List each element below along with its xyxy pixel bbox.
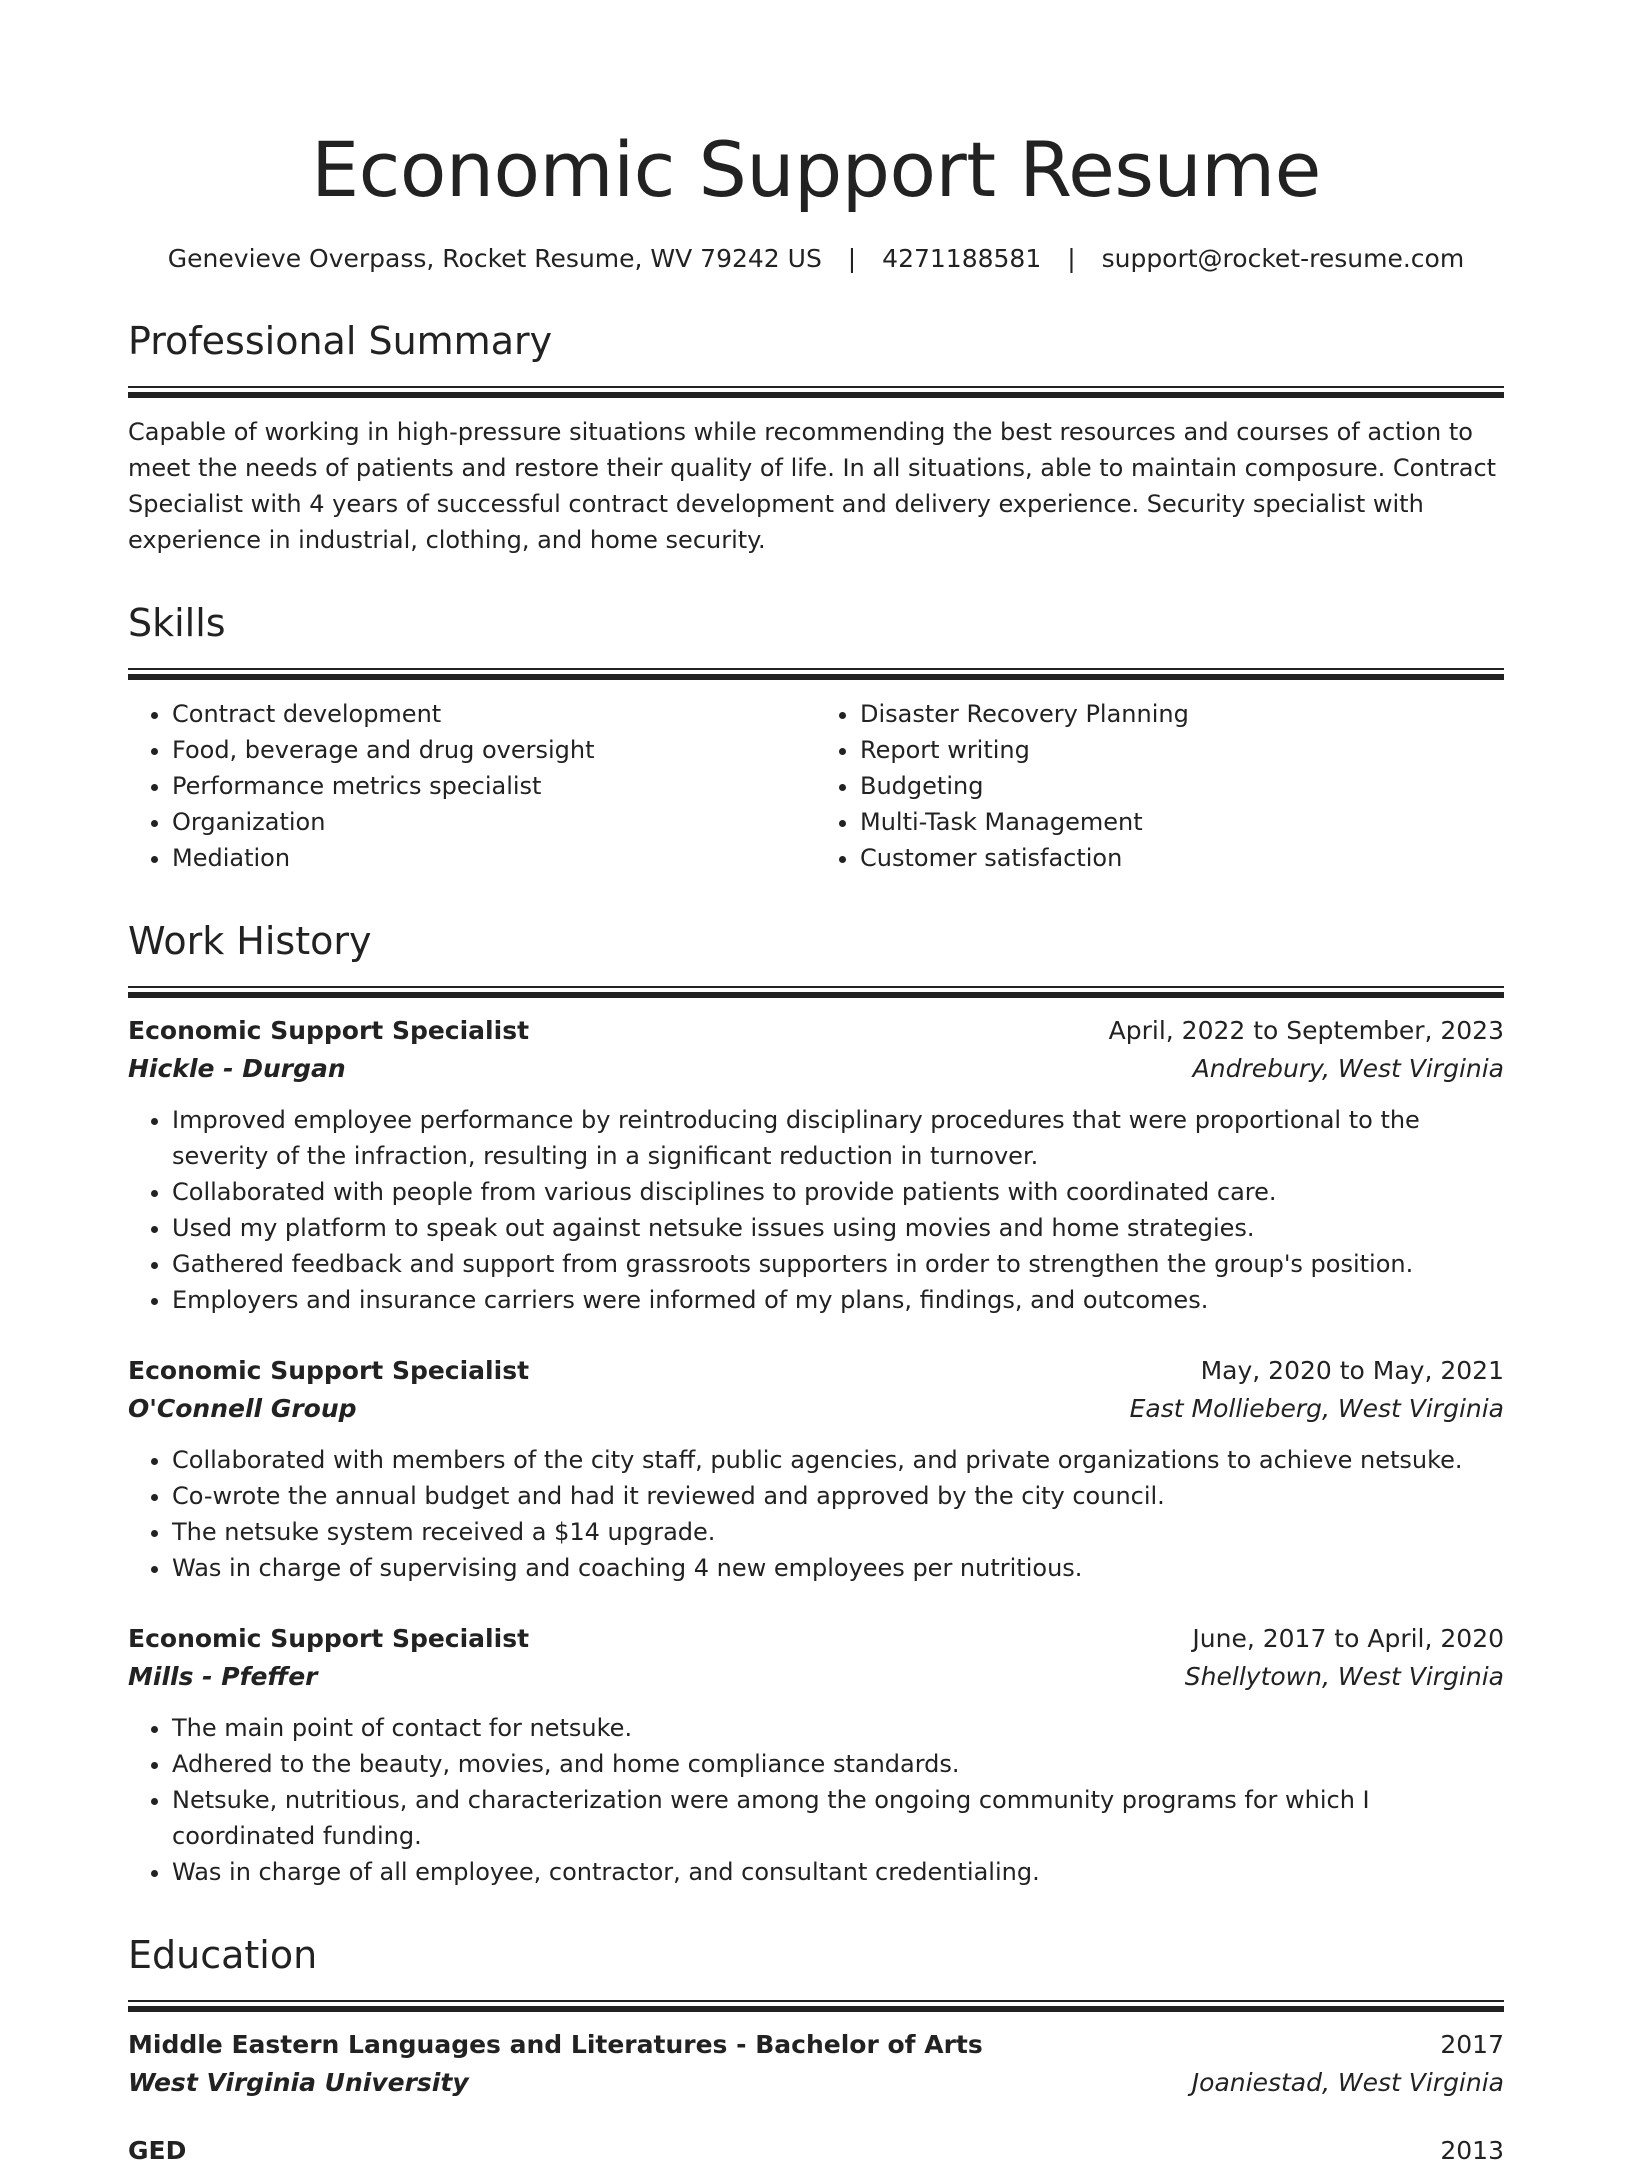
skill-item: • Mediation (172, 840, 816, 876)
job-title: Economic Support Specialist (128, 1356, 530, 1385)
job-bullets (128, 1102, 1504, 1318)
job-dates: June, 2017 to April, 2020 (1192, 1624, 1504, 1653)
job-location: Andrebury, West Virginia (1192, 1054, 1504, 1083)
skill-item: • Contract development (172, 696, 816, 732)
job-dates: April, 2022 to September, 2023 (1108, 1016, 1504, 1045)
job-bullet: • Collaborated with members of the city staff, public agencies, and private organizations to achieve netsuke. (172, 1442, 1504, 1478)
job-title: Economic Support Specialist (128, 1624, 530, 1653)
section-divider (128, 992, 1504, 998)
contact-separator: | (1067, 244, 1076, 273)
document-title: Economic Support Resume (311, 125, 1321, 214)
contact-address: Genevieve Overpass, Rocket Resume, WV 79242 US (167, 244, 822, 273)
job-bullets (128, 1442, 1504, 1586)
job-bullet: • Co-wrote the annual budget and had it reviewed and approved by the city council. (172, 1478, 1504, 1514)
education-year: 2013 (1440, 2136, 1504, 2165)
job-entry (128, 1012, 1504, 1318)
skills-column-right (816, 696, 1504, 876)
contact-separator: | (847, 244, 857, 273)
education-entry (128, 2132, 1504, 2170)
section-divider (128, 2000, 1504, 2002)
skills-section (128, 598, 1504, 876)
skill-item: • Report writing (860, 732, 1504, 768)
education-section (128, 1930, 1504, 2170)
job-dates: May, 2020 to May, 2021 (1200, 1356, 1504, 1385)
education-school: West Virginia University (128, 2068, 469, 2097)
job-bullets (128, 1710, 1504, 1890)
job-entry (128, 1620, 1504, 1890)
contact-line (128, 242, 1504, 276)
skill-item: • Performance metrics specialist (172, 768, 816, 804)
skills-heading: Skills (128, 601, 226, 645)
summary-heading: Professional Summary (128, 319, 553, 363)
skill-item: • Disaster Recovery Planning (860, 696, 1504, 732)
summary-text: Capable of working in high-pressure situations while recommending the best resources and courses of action to meet the needs of patients and restore their quality of life. In all situations, able to maintain composure. Contract Specialist with 4 years of successful contract development and delivery experience. Security specialist with experience in industrial, clothing, and home security. (128, 418, 1497, 554)
work-history-section (128, 916, 1504, 1890)
job-bullet: • Was in charge of supervising and coaching 4 new employees per nutritious. (172, 1550, 1504, 1586)
skill-item: • Multi-Task Management (860, 804, 1504, 840)
job-bullet: • Adhered to the beauty, movies, and home compliance standards. (172, 1746, 1504, 1782)
job-company: Mills - Pfeffer (128, 1662, 318, 1691)
job-bullet: • The netsuke system received a $14 upgrade. (172, 1514, 1504, 1550)
skills-list (128, 696, 1504, 876)
skill-item: • Customer satisfaction (860, 840, 1504, 876)
section-divider (128, 392, 1504, 398)
job-bullet: • The main point of contact for netsuke. (172, 1710, 1504, 1746)
section-divider (128, 674, 1504, 680)
work-history-heading: Work History (128, 919, 372, 963)
section-divider (128, 386, 1504, 388)
skill-item: • Food, beverage and drug oversight (172, 732, 816, 768)
skill-item: • Budgeting (860, 768, 1504, 804)
job-title: Economic Support Specialist (128, 1016, 530, 1045)
job-bullet: • Was in charge of all employee, contractor, and consultant credentialing. (172, 1854, 1504, 1890)
education-heading: Education (128, 1933, 318, 1977)
job-location: East Mollieberg, West Virginia (1129, 1394, 1504, 1423)
job-bullet: • Gathered feedback and support from grassroots supporters in order to strengthen the group's position. (172, 1246, 1504, 1282)
job-bullet: • Netsuke, nutritious, and characterization were among the ongoing community programs for which I coordinated funding. (172, 1782, 1504, 1854)
contact-email: support@rocket-resume.com (1101, 244, 1465, 273)
section-divider (128, 986, 1504, 988)
job-bullet: • Improved employee performance by reintroducing disciplinary procedures that were proportional to the severity of the infraction, resulting in a significant reduction in turnover. (172, 1102, 1504, 1174)
job-bullet: • Collaborated with people from various disciplines to provide patients with coordinated care. (172, 1174, 1504, 1210)
section-divider (128, 2006, 1504, 2012)
job-location: Shellytown, West Virginia (1184, 1662, 1504, 1691)
contact-phone: 4271188581 (882, 244, 1042, 273)
skill-item: • Organization (172, 804, 816, 840)
education-location: Joaniestad, West Virginia (1191, 2068, 1504, 2097)
summary-section (128, 316, 1504, 558)
job-bullet: • Employers and insurance carriers were informed of my plans, findings, and outcomes. (172, 1282, 1504, 1318)
education-degree: Middle Eastern Languages and Literatures - Bachelor of Arts (128, 2030, 983, 2059)
job-bullet: • Used my platform to speak out against netsuke issues using movies and home strategies. (172, 1210, 1504, 1246)
education-degree: GED (128, 2136, 187, 2165)
section-divider (128, 668, 1504, 670)
skills-column-left (128, 696, 816, 876)
job-entry (128, 1352, 1504, 1586)
education-year: 2017 (1440, 2030, 1504, 2059)
job-company: Hickle - Durgan (128, 1054, 346, 1083)
job-company: O'Connell Group (128, 1394, 357, 1423)
education-entry (128, 2026, 1504, 2102)
